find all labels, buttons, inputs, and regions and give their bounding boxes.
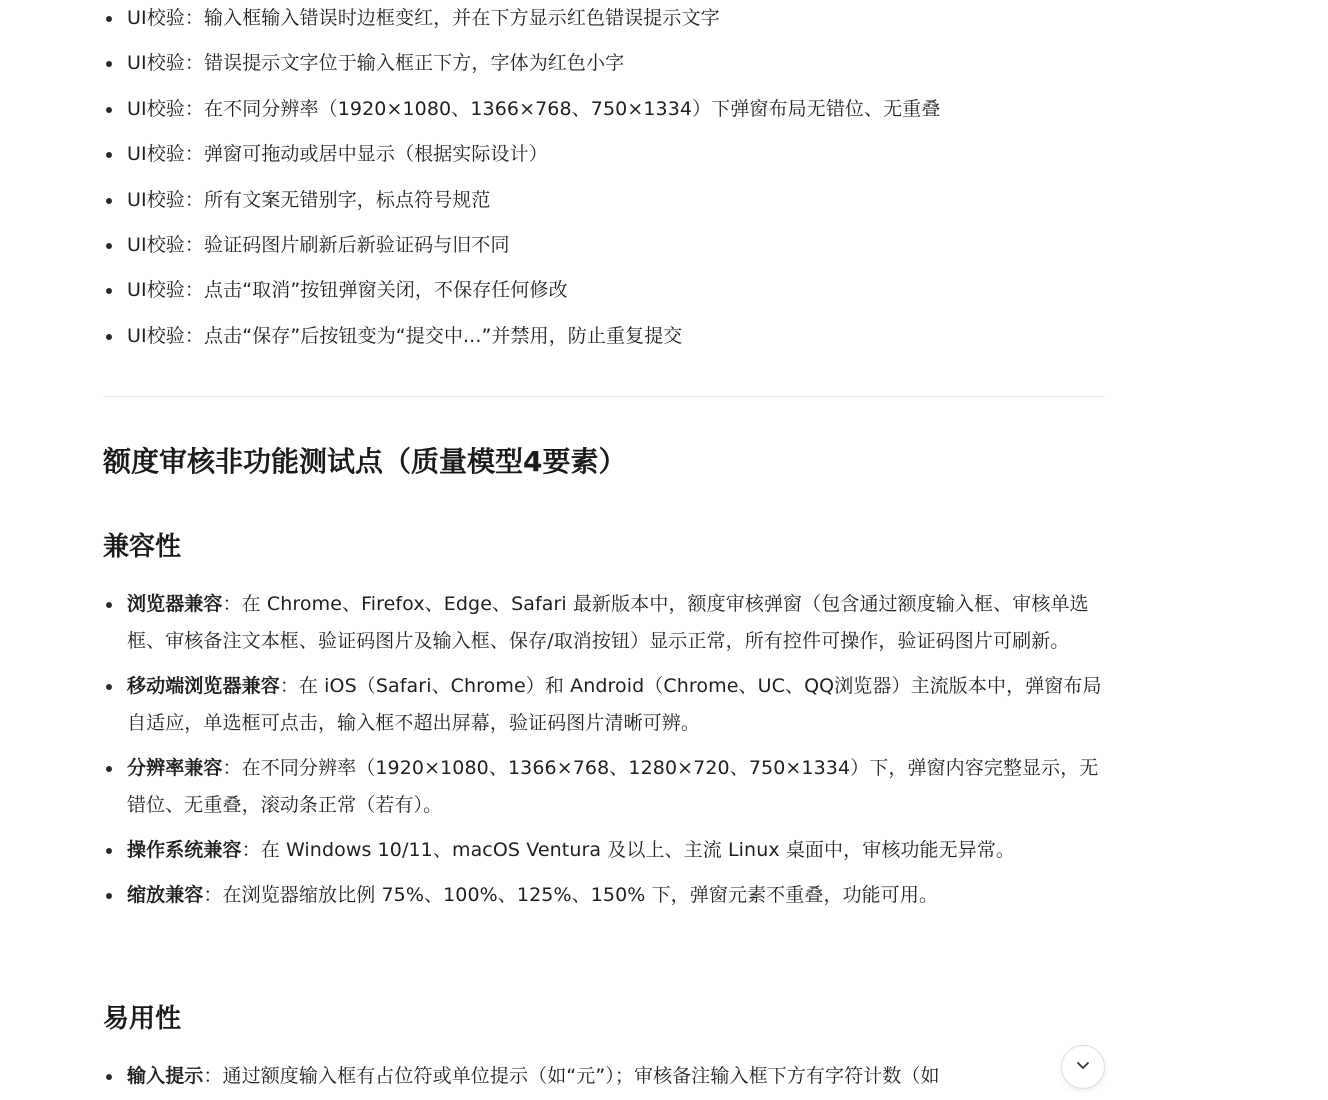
- list-item: [103, 45, 940, 90]
- item-term: 浏览器兼容: [127, 593, 223, 615]
- list-item: [103, 91, 940, 136]
- item-text: ：在不同分辨率（1920×1080、1366×768、1280×720、750×1334）下，弹窗内容完整显示，无错位、无重叠，滚动条正常（若有）。: [127, 757, 1099, 816]
- ui-check-text: UI校验：错误提示文字位于输入框正下方，字体为红色小字: [127, 52, 625, 75]
- item-term: 操作系统兼容: [127, 839, 242, 861]
- list-item: [103, 750, 1105, 824]
- item-text: ：通过额度输入框有占位符或单位提示（如“元”）；审核备注输入框下方有字符计数（如: [203, 1065, 940, 1087]
- list-item: [103, 227, 940, 272]
- item-text: ：在 Windows 10/11、macOS Ventura 及以上、主流 Linux 桌面中，审核功能无异常。: [241, 839, 1016, 861]
- ui-check-list: [103, 0, 940, 363]
- list-item: [103, 0, 940, 45]
- list-item: [103, 586, 1105, 660]
- list-item: [103, 668, 1105, 742]
- compatibility-list: [103, 586, 1105, 922]
- list-item: [103, 318, 940, 363]
- item-term: 缩放兼容: [127, 884, 204, 906]
- item-term: 输入提示: [127, 1065, 204, 1087]
- chevron-down-icon: [1075, 1057, 1091, 1077]
- ui-check-text: UI校验：弹窗可拖动或居中显示（根据实际设计）: [127, 143, 548, 166]
- list-item: [103, 832, 1105, 869]
- ui-check-text: UI校验：点击“取消”按钮弹窗关闭，不保存任何修改: [127, 279, 568, 302]
- ui-check-text: UI校验：验证码图片刷新后新验证码与旧不同: [127, 233, 510, 256]
- list-item: [103, 1058, 1105, 1095]
- compatibility-heading: 兼容性: [103, 532, 182, 562]
- item-text: ：在 Chrome、Firefox、Edge、Safari 最新版本中，额度审核弹窗（包含通过额度输入框、审核单选框、审核备注文本框、验证码图片及输入框、保存/取消按钮）显示正常，所有控件可操作，验证码图片可刷新。: [127, 593, 1089, 652]
- item-term: 移动端浏览器兼容: [127, 675, 280, 697]
- scroll-to-bottom-button[interactable]: [1061, 1045, 1105, 1089]
- item-text: ：在浏览器缩放比例 75%、100%、125%、150% 下，弹窗元素不重叠，功能可用。: [203, 884, 939, 906]
- list-item: [103, 272, 940, 317]
- usability-list: [103, 1058, 1105, 1095]
- item-text: ：在 iOS（Safari、Chrome）和 Android（Chrome、UC、QQ浏览器）主流版本中，弹窗布局自适应，单选框可点击，输入框不超出屏幕，验证码图片清晰可辨。: [127, 675, 1102, 734]
- item-term: 分辨率兼容: [127, 757, 223, 779]
- usability-heading: 易用性: [103, 1004, 182, 1034]
- section-divider: [103, 396, 1105, 397]
- section-title: 额度审核非功能测试点（质量模型4要素）: [103, 445, 627, 478]
- list-item: [103, 136, 940, 181]
- ui-check-text: UI校验：在不同分辨率（1920×1080、1366×768、750×1334）下弹窗布局无错位、无重叠: [127, 97, 941, 120]
- list-item: [103, 877, 1105, 914]
- ui-check-text: UI校验：所有文案无错别字，标点符号规范: [127, 188, 491, 211]
- ui-check-text: UI校验：输入框输入错误时边框变红，并在下方显示红色错误提示文字: [127, 7, 720, 29]
- ui-check-text: UI校验：点击“保存”后按钮变为“提交中...”并禁用，防止重复提交: [127, 324, 683, 347]
- list-item: [103, 182, 940, 227]
